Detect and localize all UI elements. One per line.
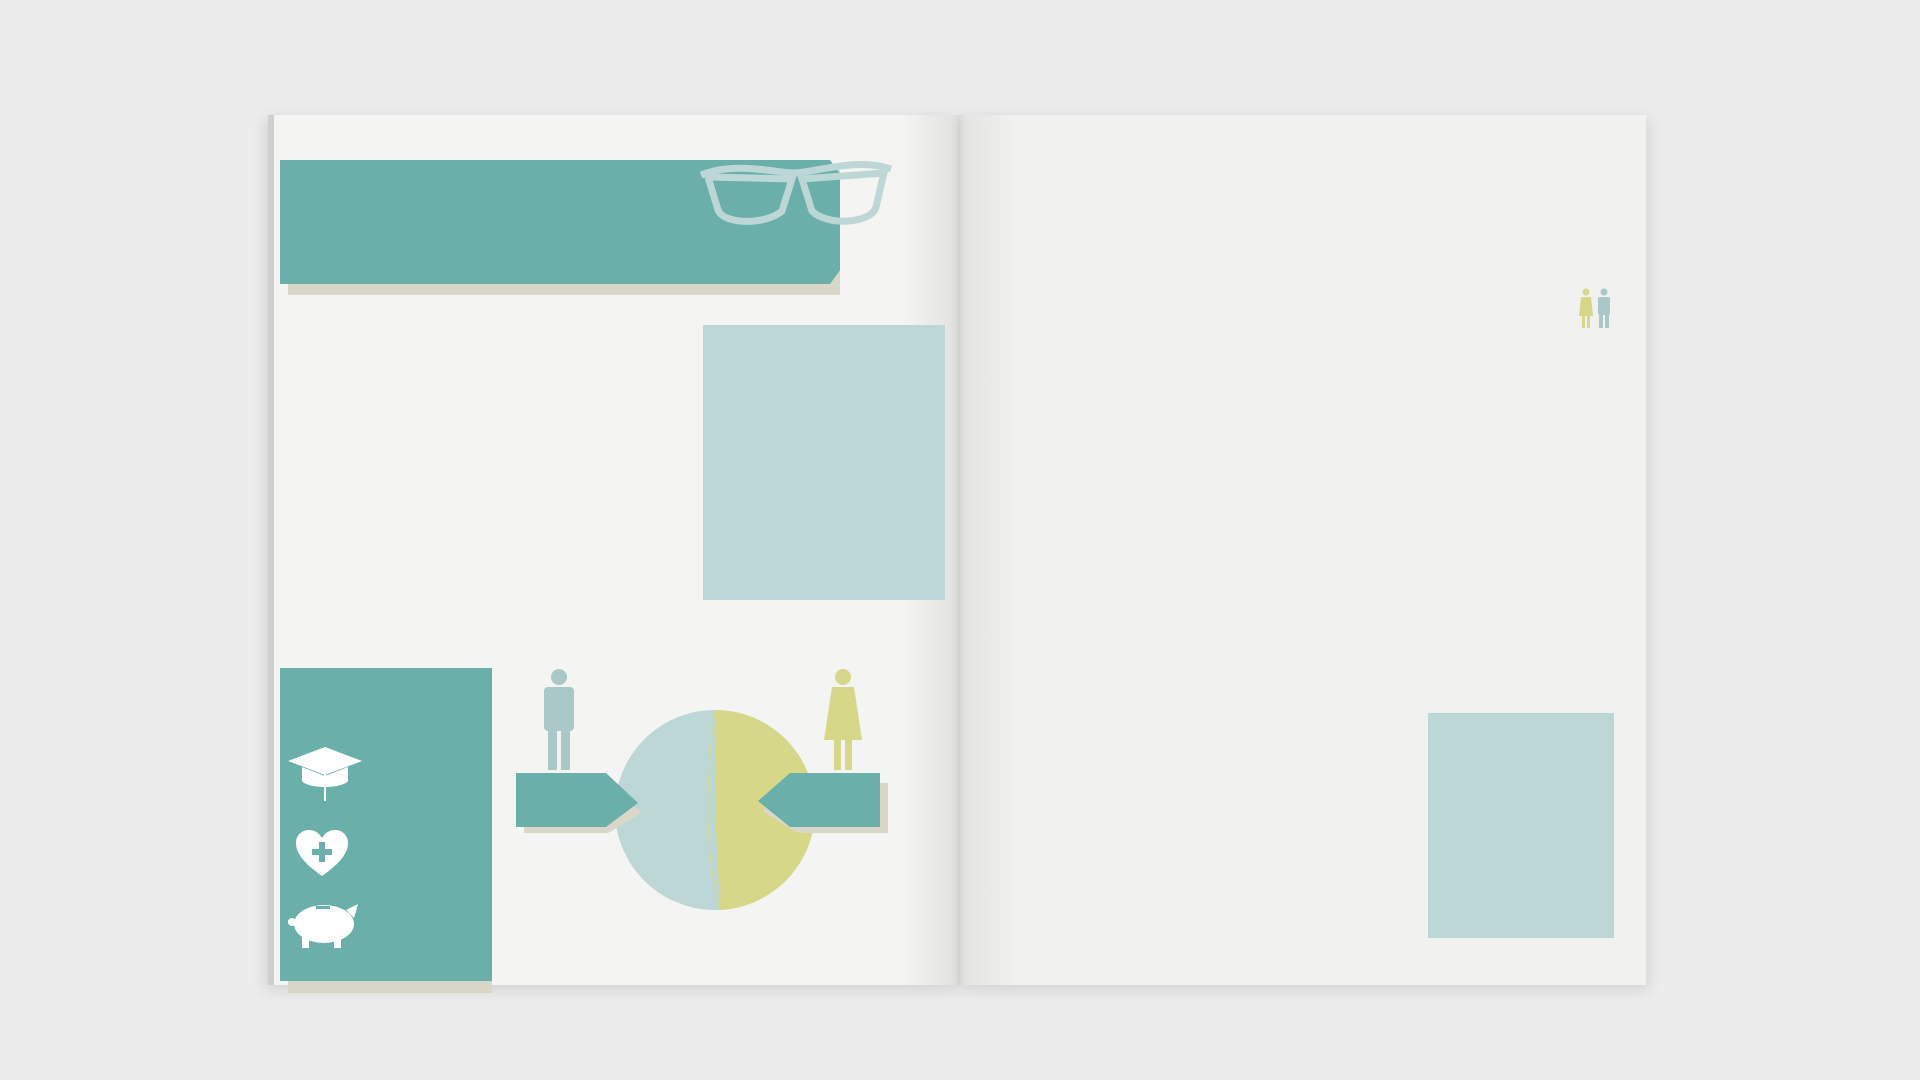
- glasses-icon: [696, 155, 896, 235]
- heart-plus-icon: [296, 830, 348, 878]
- people-grid: [770, 335, 880, 500]
- page-edge: [268, 115, 274, 985]
- women-earnings-arrow: [758, 773, 888, 833]
- right-text-column-1: [1029, 709, 1211, 723]
- men-earnings-arrow: [516, 773, 646, 833]
- earnings-bar-chart: [1210, 320, 1620, 620]
- piggy-bank-icon: [286, 898, 362, 950]
- people-grid-2: [1462, 722, 1582, 842]
- man-figure-icon: [538, 668, 580, 770]
- right-text-column-2: [1228, 709, 1418, 723]
- woman-figure-icon: [822, 668, 864, 770]
- occupation-labels: [980, 325, 1210, 615]
- graduation-cap-icon: [288, 743, 363, 803]
